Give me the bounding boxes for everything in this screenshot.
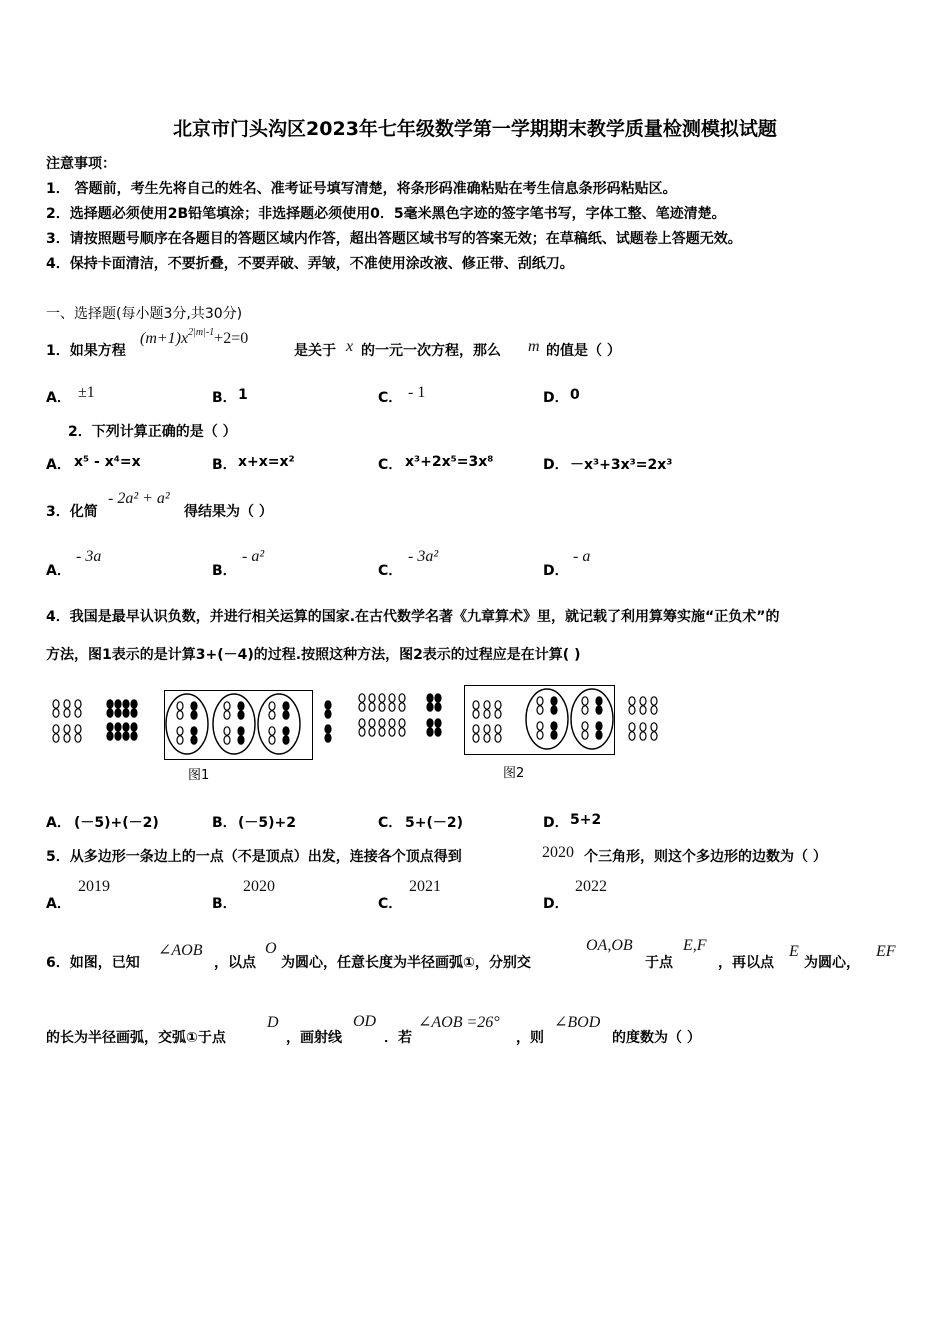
q6-text-11: 的度数为（ ） <box>612 1030 701 1046</box>
q1-option-c: - 1 <box>408 384 426 401</box>
q5-option-c-label: C． <box>378 896 403 912</box>
q3-option-c-label: C． <box>378 563 403 579</box>
q1-option-a-label: A． <box>46 390 71 406</box>
q5-option-c: 2021 <box>409 878 441 895</box>
fig1-caption: 图1 <box>188 768 210 783</box>
q1-var-x: x <box>346 338 354 355</box>
q6-angle-aob: ∠AOB <box>158 942 203 959</box>
q2-option-b: x+x=x² <box>238 454 295 470</box>
q6-rays-oa-ob: OA,OB <box>586 937 633 954</box>
q1-option-b: 1 <box>238 387 248 403</box>
q6-text-9: ．若 <box>384 1030 412 1046</box>
q6-text-2: ，以点 <box>214 955 256 971</box>
q4-option-a: (－5)+(－2) <box>74 815 159 831</box>
q5-option-d: 2022 <box>575 878 607 895</box>
q2-option-a-label: A． <box>46 457 71 473</box>
q3-prefix: 3．化简 <box>46 504 98 520</box>
q6-text-10: ，则 <box>516 1030 544 1046</box>
q2-option-d-label: D． <box>543 457 569 473</box>
page-title: 北京市门头沟区2023年七年级数学第一学期期末教学质量检测模拟试题 <box>173 118 777 140</box>
q5-prefix: 5．从多边形一条边上的一点（不是顶点）出发，连接各个顶点得到 <box>46 849 462 865</box>
q2-option-c-label: C． <box>378 457 403 473</box>
q5-suffix: 个三角形，则这个多边形的边数为（ ） <box>584 849 827 865</box>
q3-option-d: - a <box>573 548 591 565</box>
q6-text-1: 6．如图，已知 <box>46 955 140 971</box>
fig2-caption: 图2 <box>503 766 525 781</box>
q3-option-a-label: A． <box>46 563 71 579</box>
q6-ray-od: OD <box>353 1013 377 1030</box>
q1-mid2: 的一元一次方程，那么 <box>361 343 501 359</box>
q5-number: 2020 <box>542 844 574 861</box>
q1-equation: $(m+1)x^{2|m|-1}+2=0$ <box>140 326 249 347</box>
q1-option-d-label: D． <box>543 390 569 406</box>
fig2-counting-rods-right <box>626 697 666 747</box>
q6-points-e-f: E,F <box>683 937 707 954</box>
q1-option-b-label: B． <box>212 390 237 406</box>
q4-option-b: (－5)+2 <box>238 815 297 831</box>
q1-suffix: 的值是（ ） <box>546 343 621 359</box>
q5-option-b-label: B． <box>212 896 237 912</box>
q1-var-m: m <box>528 338 540 355</box>
q6-point-e: E <box>789 943 799 960</box>
q6-angle-bod: ∠BOD <box>554 1014 601 1031</box>
q3-option-a: - 3a <box>76 548 102 565</box>
q6-angle-value: ∠AOB =26° <box>418 1014 500 1031</box>
notice-heading: 注意事项： <box>46 156 116 172</box>
q4-option-a-label: A． <box>46 815 71 831</box>
q6-text-5: ，再以点 <box>718 955 774 971</box>
q4-option-c: 5+(－2) <box>405 815 464 831</box>
q3-option-b-label: B． <box>212 563 237 579</box>
q4-option-d: 5+2 <box>570 812 602 828</box>
q4-option-b-label: B． <box>212 815 237 831</box>
q3-option-d-label: D． <box>543 563 569 579</box>
q6-point-d: D <box>267 1014 279 1031</box>
q2-option-a: x⁵ - x⁴=x <box>74 454 141 470</box>
q6-text-4: 于点 <box>645 955 673 971</box>
q5-option-a: 2019 <box>78 878 110 895</box>
q6-text-8: ，画射线 <box>286 1030 342 1046</box>
q4-line-2: 方法，图1表示的是计算3+(－4)的过程.按照这种方法，图2表示的过程应是在计算( ) <box>46 647 581 663</box>
fig2-counting-rods-left <box>356 693 446 743</box>
q1-option-a: ±1 <box>78 384 95 401</box>
q5-option-a-label: A． <box>46 896 71 912</box>
q3-expression: - 2a² + a² <box>108 490 170 507</box>
q6-text-3: 为圆心，任意长度为半径画弧①，分别交 <box>281 955 531 971</box>
fig1-counting-rods-right <box>320 699 340 749</box>
q4-line-1: 4．我国是最早认识负数，并进行相关运算的国家.在古代数学名著《九章算术》里，就记载了利用算筹实施“正负术”的 <box>46 609 780 625</box>
q1-option-c-label: C． <box>378 390 403 406</box>
q6-segment-ef: EF <box>876 943 896 960</box>
fig2-counting-rods-box <box>464 685 614 755</box>
fig1-counting-rods-left <box>50 699 160 749</box>
notice-item-4: 4．保持卡面清洁，不要折叠，不要弄破、弄皱，不准使用涂改液、修正带、刮纸刀。 <box>46 256 574 272</box>
notice-item-3: 3．请按照题号顺序在各题目的答题区域内作答，超出答题区域书写的答案无效；在草稿纸、试题卷上答题无效。 <box>46 231 742 247</box>
section-heading: 一、选择题(每小题3分,共30分) <box>46 306 243 322</box>
q6-text-6: 为圆心， <box>804 955 860 971</box>
q2-option-d: －x³+3x³=2x³ <box>570 457 673 473</box>
q6-text-7: 的长为半径画弧，交弧①于点 <box>46 1030 226 1046</box>
q3-option-c: - 3a² <box>408 548 439 565</box>
notice-item-1: 1． 答题前，考生先将自己的姓名、准考证号填写清楚，将条形码准确粘贴在考生信息条形码粘贴区。 <box>46 181 677 197</box>
q4-option-c-label: C． <box>378 815 403 831</box>
q5-option-b: 2020 <box>243 878 275 895</box>
q5-option-d-label: D． <box>543 896 569 912</box>
q4-option-d-label: D． <box>543 815 569 831</box>
q3-option-b: - a² <box>242 548 265 565</box>
q2-text: 2．下列计算正确的是（ ） <box>68 424 237 440</box>
q1-mid: 是关于 <box>294 343 336 359</box>
q2-option-c: x³+2x⁵=3x⁸ <box>405 454 494 470</box>
q2-option-b-label: B． <box>212 457 237 473</box>
q1-prefix: 1．如果方程 <box>46 343 126 359</box>
q1-option-d: 0 <box>570 387 580 403</box>
fig1-counting-rods-box <box>164 690 314 760</box>
q6-point-o: O <box>265 940 277 957</box>
notice-item-2: 2．选择题必须使用2B铅笔填涂；非选择题必须使用0．5毫米黑色字迹的签字笔书写，字体工整、笔迹清楚。 <box>46 206 726 222</box>
q3-suffix: 得结果为（ ） <box>184 504 273 520</box>
